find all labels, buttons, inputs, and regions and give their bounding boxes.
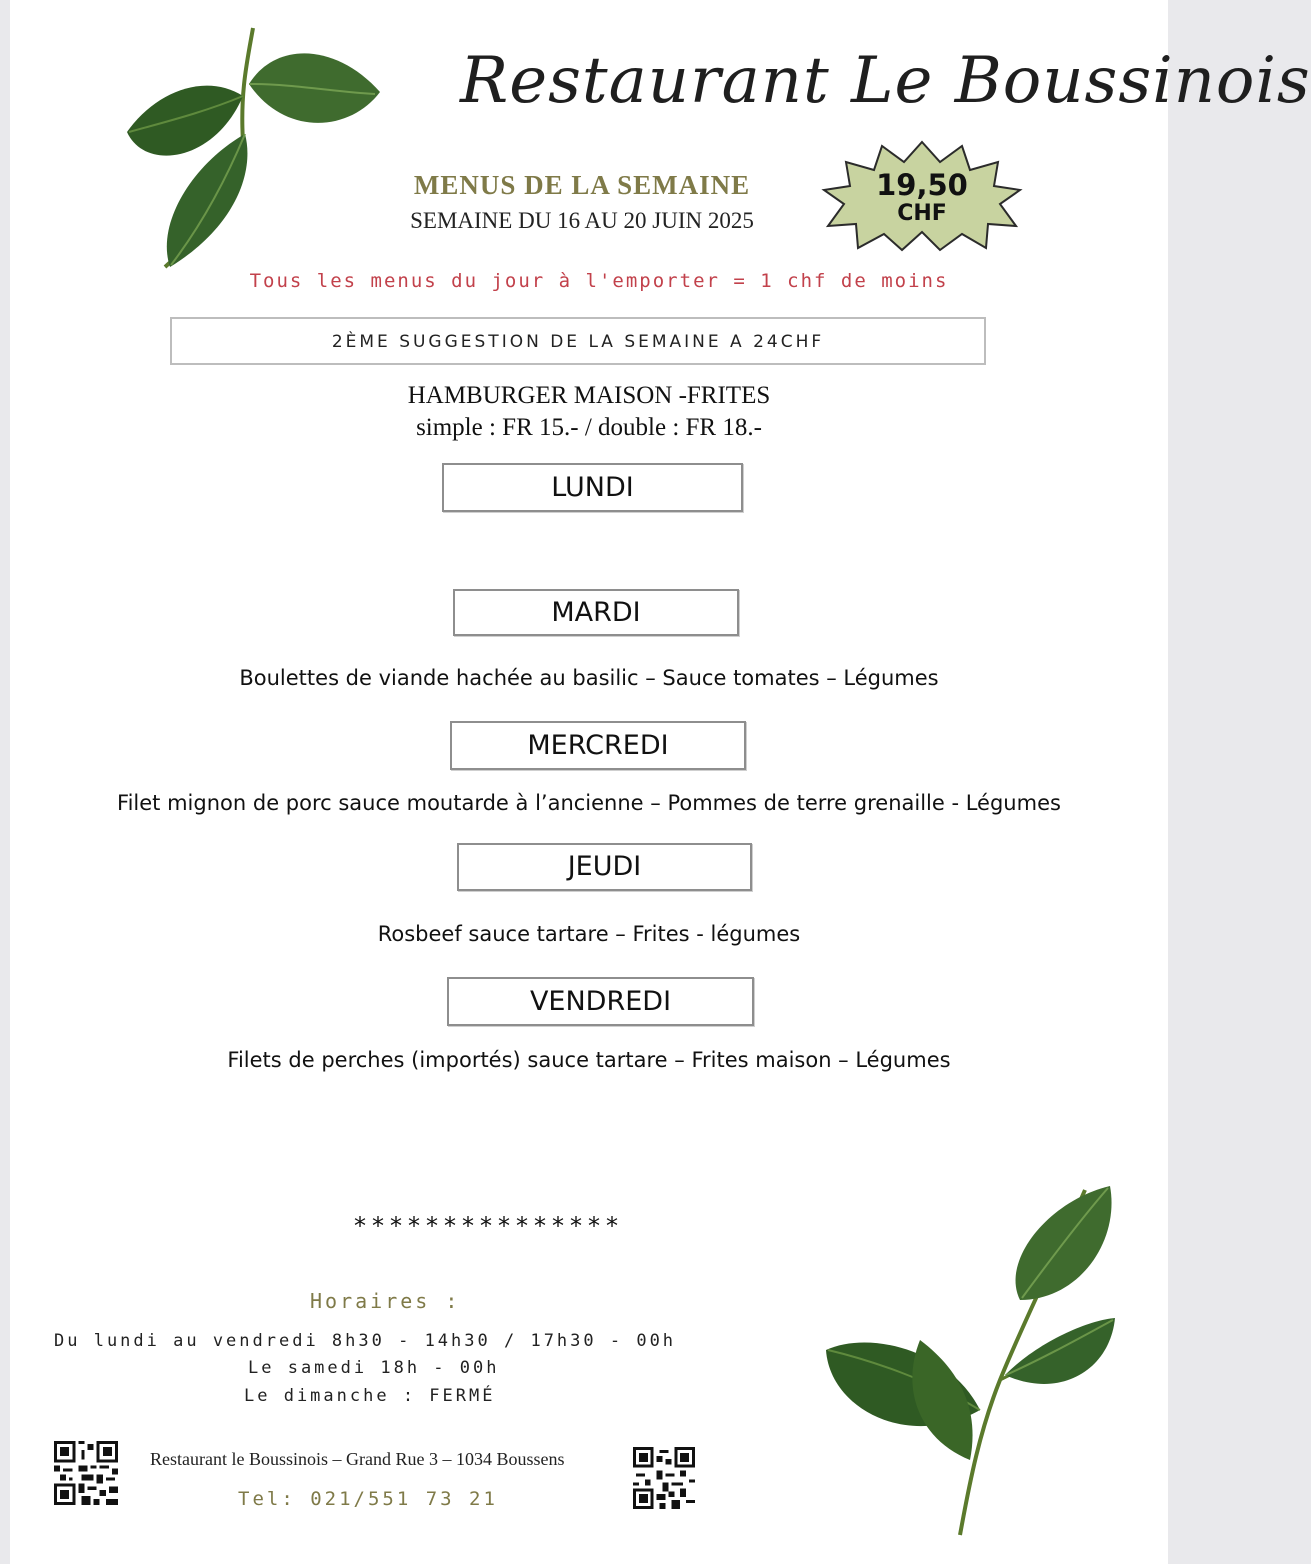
leaves-top-left-icon <box>125 22 395 272</box>
footer-tel: Tel: 021/551 73 21 <box>238 1488 498 1510</box>
dish-mardi: Boulettes de viande hachée au basilic – Sauce tomates – Légumes <box>239 666 939 690</box>
hours-weekdays: Du lundi au vendredi 8h30 - 14h30 / 17h30 - 00h <box>54 1331 677 1351</box>
leaves-bottom-right-icon <box>810 1180 1120 1540</box>
suggestion-prices: simple : FR 15.- / double : FR 18.- <box>416 414 762 441</box>
suggestion-dish: HAMBURGER MAISON -FRITES <box>407 382 771 409</box>
day-mardi: MARDI <box>453 589 739 636</box>
price-currency: CHF <box>897 201 947 226</box>
separator-stars: *************** <box>354 1212 624 1240</box>
menu-page <box>10 0 1311 1564</box>
day-jeudi: JEUDI <box>457 843 752 891</box>
menus-title: MENUS DE LA SEMAINE <box>413 170 751 200</box>
dish-mercredi: Filet mignon de porc sauce moutarde à l’ancienne – Pommes de terre grenaille - Légumes <box>117 791 1061 815</box>
price-amount: 19,50 <box>876 168 968 202</box>
hours-title: Horaires : <box>310 1289 461 1313</box>
suggestion-box: 2ÈME SUGGESTION DE LA SEMAINE A 24CHF <box>170 317 986 365</box>
dish-vendredi: Filets de perches (importés) sauce tartare – Frites maison – Légumes <box>227 1048 951 1072</box>
week-label: SEMAINE DU 16 AU 20 JUIN 2025 <box>410 208 754 233</box>
takeaway-note: Tous les menus du jour à l'emporter = 1 chf de moins <box>249 270 949 292</box>
day-vendredi: VENDREDI <box>447 977 754 1026</box>
restaurant-name: Restaurant Le Boussinois <box>460 44 1311 118</box>
day-lundi: LUNDI <box>442 463 743 512</box>
hours-saturday: Le samedi 18h - 00h <box>248 1358 500 1378</box>
day-mercredi: MERCREDI <box>450 721 746 770</box>
qr-code-left-icon <box>54 1441 118 1505</box>
footer-address: Restaurant le Boussinois – Grand Rue 3 – 1034 Boussens <box>150 1449 565 1469</box>
price-badge <box>822 140 1022 250</box>
dish-jeudi: Rosbeef sauce tartare – Frites - légumes <box>377 922 801 946</box>
qr-code-right-icon <box>633 1447 695 1509</box>
hours-sunday: Le dimanche : FERMÉ <box>244 1386 496 1406</box>
